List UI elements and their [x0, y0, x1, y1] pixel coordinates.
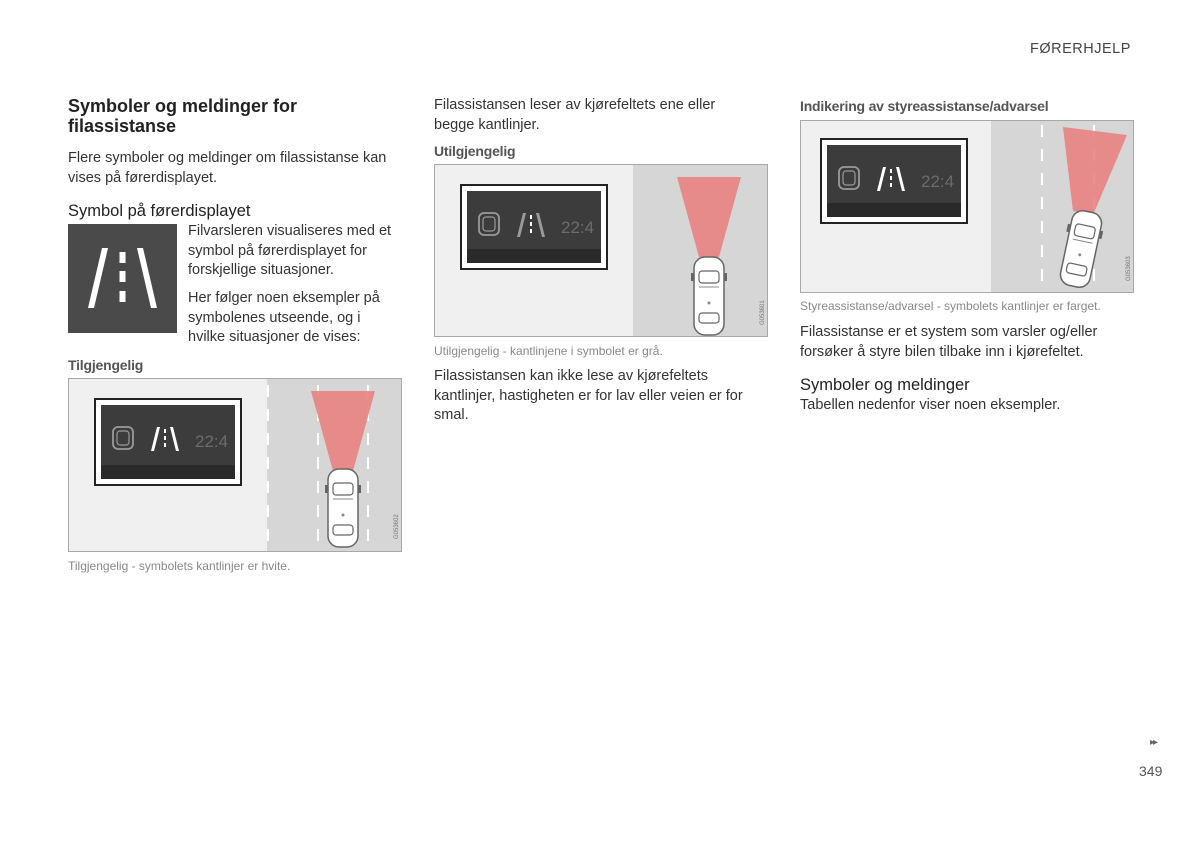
figure-caption-steering: Styreassistanse/advarsel - symbolets kantlinjer er farget.: [800, 299, 1101, 313]
section-heading-messages: Symboler og meldinger: [800, 376, 970, 394]
figure-steering-warning: [800, 120, 1134, 293]
figure-heading-unavailable: Utilgjengelig: [434, 143, 516, 159]
figure-heading-steering: Indikering av styreassistanse/advarsel: [800, 98, 1049, 114]
lane-assist-illustration: [435, 165, 768, 337]
figure-caption-unavailable: Utilgjengelig - kantlinjene i symbolet er grå.: [434, 344, 663, 358]
dashboard-clock: 22:4: [561, 218, 595, 237]
column3-subparagraph: Tabellen nedenfor viser noen eksempler.: [800, 397, 1061, 413]
page-title: Symboler og meldinger for filassistanse: [68, 96, 298, 136]
figure-code: G053602: [394, 514, 400, 539]
dashboard-clock: 22:4: [921, 172, 955, 191]
lane-assist-illustration: [801, 121, 1134, 293]
lane-symbol-icon: [68, 224, 177, 333]
figure-caption-available: Tilgjengelig - symbolets kantlinjer er hvite.: [68, 559, 291, 573]
intro-paragraph: Flere symboler og meldinger om filassistanse kan vises på førerdisplayet.: [68, 150, 387, 186]
figure-unavailable: [434, 164, 768, 337]
car-top-view-icon: [691, 257, 727, 335]
figure-code: G053603: [1126, 256, 1132, 281]
column2-intro: Filassistansen leser av kjørefeltets ene eller begge kantlinjer.: [434, 97, 716, 133]
figure-heading-available: Tilgjengelig: [68, 357, 144, 373]
section-heading-symbol: Symbol på førerdisplayet: [68, 202, 251, 220]
lane-assist-illustration: [69, 379, 402, 552]
column3-paragraph: Filassistanse er et system som varsler og/eller forsøker å styre bilen tilbake inn i kjørefeltet.: [800, 324, 1098, 360]
car-top-view-icon: [325, 469, 361, 547]
figure-available: [68, 378, 402, 552]
next-page-icon[interactable]: ▸▸: [1150, 737, 1157, 748]
column2-paragraph: Filassistansen kan ikke lese av kjørefeltets kantlinjer, hastigheten er for lav eller veien er for smal.: [434, 368, 743, 423]
dashboard-clock: 22:4: [195, 432, 229, 451]
symbol-description: Filvarsleren visualiseres med et symbol på førerdisplayet for forskjellige situasjoner.: [188, 223, 392, 278]
examples-intro: Her følger noen eksempler på symbolenes utseende, og i hvilke situasjoner de vises:: [188, 290, 380, 345]
figure-code: G053601: [760, 300, 766, 325]
page-number: 349: [1139, 763, 1163, 779]
chapter-header: FØRERHJELP: [1030, 41, 1131, 57]
